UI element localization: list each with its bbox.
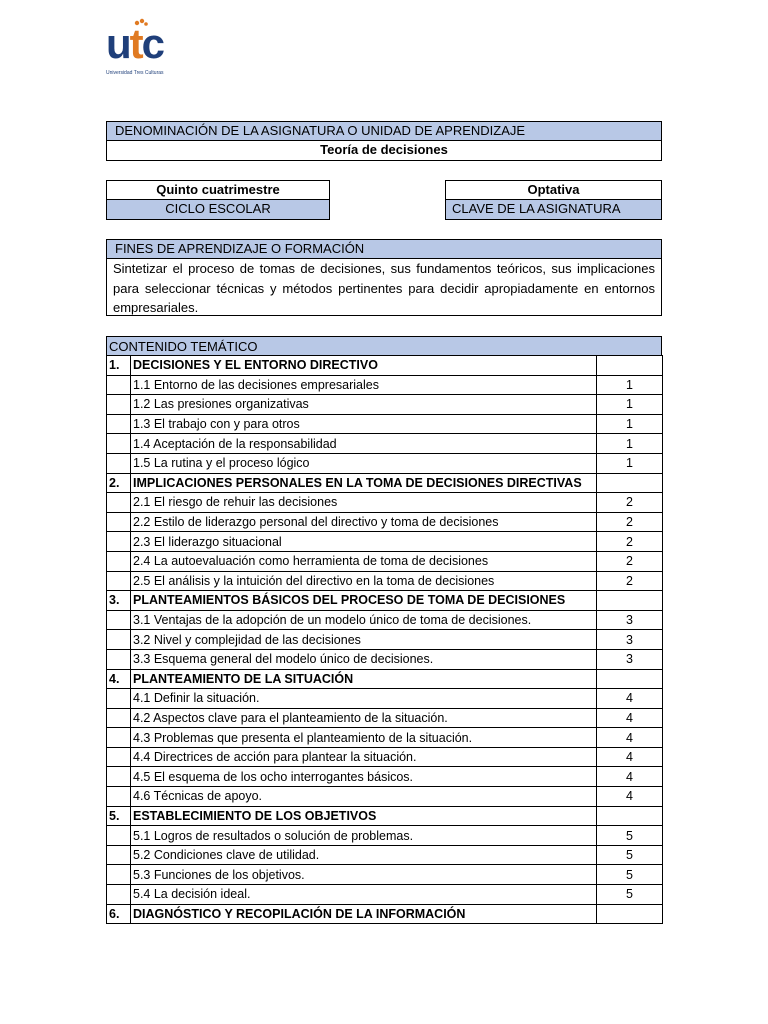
unit-number: 3 [597,630,663,650]
topic-row [107,610,663,630]
unit-number: 1 [597,375,663,395]
unit-number [597,904,663,924]
row-number [107,571,131,591]
row-number [107,649,131,669]
row-number [107,493,131,513]
unit-number [597,591,663,611]
topic-title: 5.3 Funciones de los objetivos. [131,865,597,885]
unit-number: 4 [597,689,663,709]
row-number [107,845,131,865]
logo-wordmark: utc [106,20,164,67]
topic-row [107,571,663,591]
topic-row [107,885,663,905]
ciclo-label: CICLO ESCOLAR [106,200,330,220]
unit-number [597,806,663,826]
topic-title: 4.1 Definir la situación. [131,689,597,709]
row-number [107,885,131,905]
row-number: 2. [107,473,131,493]
topic-row [107,826,663,846]
topic-row [107,453,663,473]
clave-label: CLAVE DE LA ASIGNATURA [445,200,662,220]
unit-number: 5 [597,826,663,846]
topic-title: 4.2 Aspectos clave para el planteamiento de la situación. [131,708,597,728]
logo-subtitle: Universidad Tres Culturas [106,70,164,76]
topic-title: 5.4 La decisión ideal. [131,885,597,905]
row-number [107,532,131,552]
topic-row [107,395,663,415]
row-number [107,689,131,709]
unit-number: 5 [597,885,663,905]
unit-number: 3 [597,610,663,630]
row-number [107,610,131,630]
row-number [107,512,131,532]
row-number [107,747,131,767]
section-row [107,356,663,376]
unit-number [597,356,663,376]
row-number: 6. [107,904,131,924]
row-number [107,414,131,434]
topic-title: 2.5 El análisis y la intuición del directivo en la toma de decisiones [131,571,597,591]
unit-number: 1 [597,414,663,434]
section-row [107,473,663,493]
topic-title: 3.3 Esquema general del modelo único de decisiones. [131,649,597,669]
unit-number: 4 [597,767,663,787]
section-title: PLANTEAMIENTO DE LA SITUACIÓN [131,669,597,689]
row-number [107,375,131,395]
topic-row [107,375,663,395]
topic-row [107,708,663,728]
section-title: IMPLICACIONES PERSONALES EN LA TOMA DE DECISIONES DIRECTIVAS [131,473,597,493]
unit-number: 1 [597,434,663,454]
contenido-table [106,355,663,924]
row-number [107,551,131,571]
section-title: DECISIONES Y EL ENTORNO DIRECTIVO [131,356,597,376]
unit-number: 1 [597,395,663,415]
topic-row [107,649,663,669]
row-number [107,630,131,650]
topic-row [107,512,663,532]
unit-number [597,669,663,689]
topic-title: 1.5 La rutina y el proceso lógico [131,453,597,473]
clave-block [445,180,662,220]
section-title: PLANTEAMIENTOS BÁSICOS DEL PROCESO DE TOMA DE DECISIONES [131,591,597,611]
section-row [107,591,663,611]
unit-number: 2 [597,532,663,552]
row-number [107,434,131,454]
topic-row [107,747,663,767]
topic-title: 4.6 Técnicas de apoyo. [131,787,597,807]
ciclo-value: Quinto cuatrimestre [106,180,330,200]
unit-number: 3 [597,649,663,669]
topic-title: 1.1 Entorno de las decisiones empresariales [131,375,597,395]
topic-row [107,493,663,513]
fines-header: FINES DE APRENDIZAJE O FORMACIÓN [106,239,662,259]
topic-row [107,414,663,434]
row-number [107,728,131,748]
topic-title: 3.1 Ventajas de la adopción de un modelo único de toma de decisiones. [131,610,597,630]
row-number: 5. [107,806,131,826]
topic-row [107,532,663,552]
topic-row [107,551,663,571]
unit-number: 2 [597,551,663,571]
topic-row [107,728,663,748]
unit-number: 4 [597,787,663,807]
fines-block [106,239,662,259]
section-row [107,904,663,924]
topic-title: 5.1 Logros de resultados o solución de problemas. [131,826,597,846]
topic-row [107,845,663,865]
unit-number: 1 [597,453,663,473]
fines-text: Sintetizar el proceso de tomas de decisiones, sus fundamentos teóricos, sus implicaciones para seleccionar técnicas y métodos pertinentes para decidir apropiadamente en entornos empresariales. [106,258,662,316]
unit-number [597,473,663,493]
unit-number: 4 [597,728,663,748]
unit-number: 4 [597,708,663,728]
topic-row [107,630,663,650]
row-number [107,787,131,807]
topic-title: 2.1 El riesgo de rehuir las decisiones [131,493,597,513]
topic-title: 4.3 Problemas que presenta el planteamiento de la situación. [131,728,597,748]
topic-row [107,865,663,885]
topic-row [107,434,663,454]
row-number: 1. [107,356,131,376]
topic-title: 3.2 Nivel y complejidad de las decisiones [131,630,597,650]
course-title: Teoría de decisiones [106,141,662,161]
row-number: 4. [107,669,131,689]
topic-title: 5.2 Condiciones clave de utilidad. [131,845,597,865]
topic-title: 2.4 La autoevaluación como herramienta de toma de decisiones [131,551,597,571]
denominacion-header: DENOMINACIÓN DE LA ASIGNATURA O UNIDAD DE APRENDIZAJE [106,121,662,141]
row-number [107,767,131,787]
unit-number: 2 [597,512,663,532]
unit-number: 2 [597,571,663,591]
section-row [107,806,663,826]
unit-number: 5 [597,865,663,885]
ciclo-block [106,180,330,220]
topic-row [107,689,663,709]
denominacion-block [106,121,662,161]
row-number: 3. [107,591,131,611]
section-title: DIAGNÓSTICO Y RECOPILACIÓN DE LA INFORMACIÓN [131,904,597,924]
row-number [107,865,131,885]
contenido-header: CONTENIDO TEMÁTICO [106,336,662,356]
row-number [107,453,131,473]
topic-title: 1.3 El trabajo con y para otros [131,414,597,434]
section-row [107,669,663,689]
topic-row [107,767,663,787]
unit-number: 2 [597,493,663,513]
topic-row [107,787,663,807]
row-number [107,395,131,415]
topic-title: 4.4 Directrices de acción para plantear la situación. [131,747,597,767]
section-title: ESTABLECIMIENTO DE LOS OBJETIVOS [131,806,597,826]
row-number [107,826,131,846]
clave-value: Optativa [445,180,662,200]
topic-title: 1.4 Aceptación de la responsabilidad [131,434,597,454]
topic-title: 4.5 El esquema de los ocho interrogantes básicos. [131,767,597,787]
topic-title: 1.2 Las presiones organizativas [131,395,597,415]
row-number [107,708,131,728]
university-logo [106,20,170,78]
unit-number: 4 [597,747,663,767]
topic-title: 2.3 El liderazgo situacional [131,532,597,552]
unit-number: 5 [597,845,663,865]
topic-title: 2.2 Estilo de liderazgo personal del directivo y toma de decisiones [131,512,597,532]
